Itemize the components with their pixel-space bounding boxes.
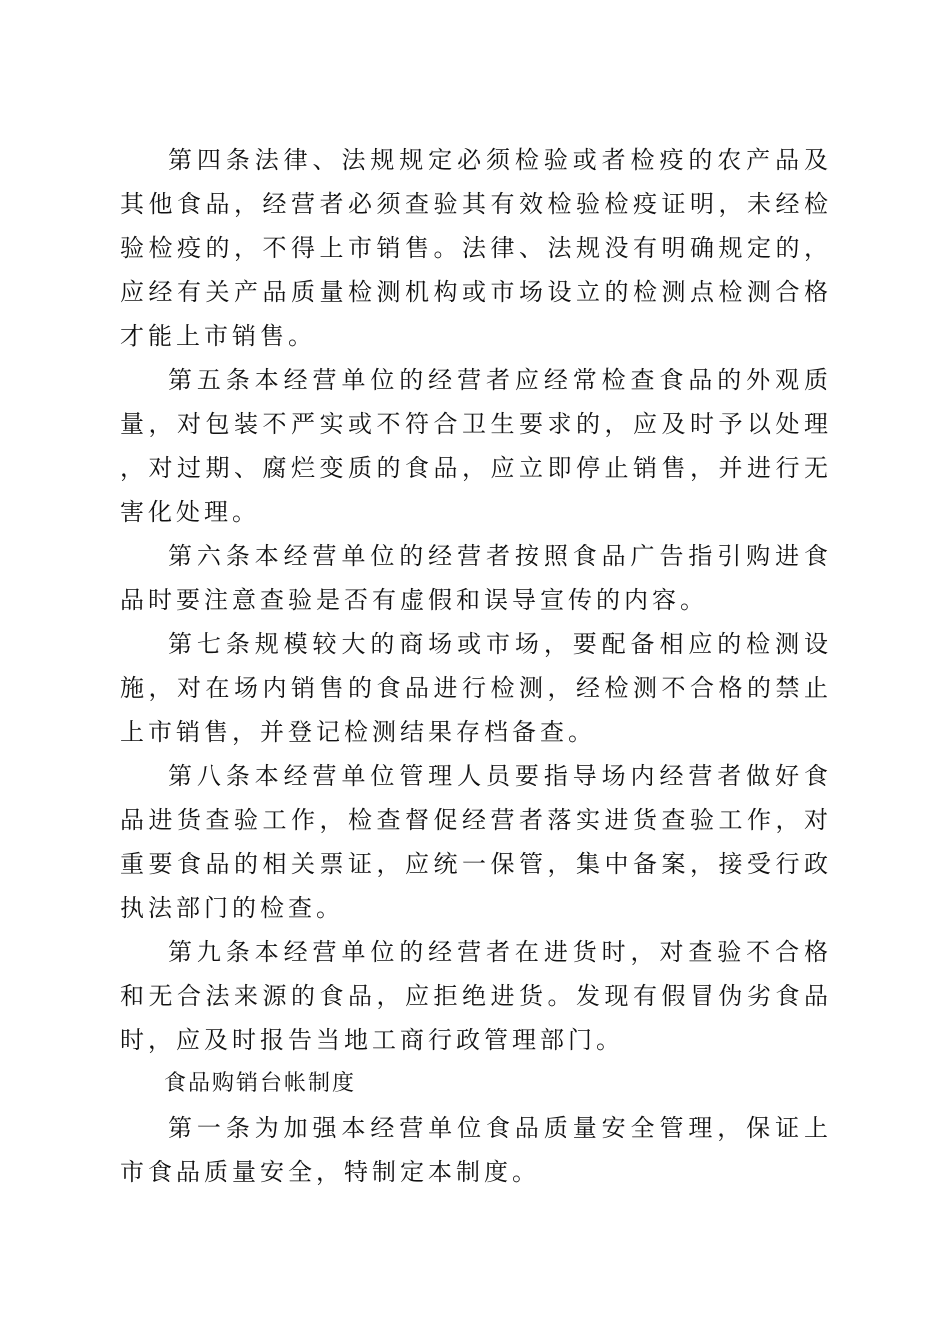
article-4-paragraph: 第四条法律、法规规定必须检验或者检疫的农产品及其他食品，经营者必须查验其有效检验检疫证明，未经检验检疫的，不得上市销售。法律、法规没有明确规定的，应经有关产品质量检测机构或市场设立的检测点检测合格才能上市销售。 (120, 146, 832, 350)
article-9-paragraph: 第九条本经营单位的经营者在进货时，对查验不合格和无合法来源的食品，应拒绝进货。发现有假冒伪劣食品时，应及时报告当地工商行政管理部门。 (120, 938, 832, 1054)
article-7-paragraph: 第七条规模较大的商场或市场，要配备相应的检测设施，对在场内销售的食品进行检测，经检测不合格的禁止上市销售，并登记检测结果存档备查。 (120, 630, 832, 746)
article-6-paragraph: 第六条本经营单位的经营者按照食品广告指引购进食品时要注意查验是否有虚假和误导宣传的内容。 (120, 542, 832, 614)
document-body (120, 138, 832, 1194)
article-1-paragraph: 第一条为加强本经营单位食品质量安全管理，保证上市食品质量安全，特制定本制度。 (120, 1114, 832, 1186)
article-5-paragraph: 第五条本经营单位的经营者应经常检查食品的外观质量，对包装不严实或不符合卫生要求的，应及时予以处理，对过期、腐烂变质的食品，应立即停止销售，并进行无害化处理。 (120, 366, 832, 526)
section-heading: 食品购销台帐制度 (164, 1071, 357, 1096)
article-8-paragraph: 第八条本经营单位管理人员要指导场内经营者做好食品进货查验工作，检查督促经营者落实进货查验工作，对重要食品的相关票证，应统一保管，集中备案，接受行政执法部门的检查。 (120, 762, 832, 922)
